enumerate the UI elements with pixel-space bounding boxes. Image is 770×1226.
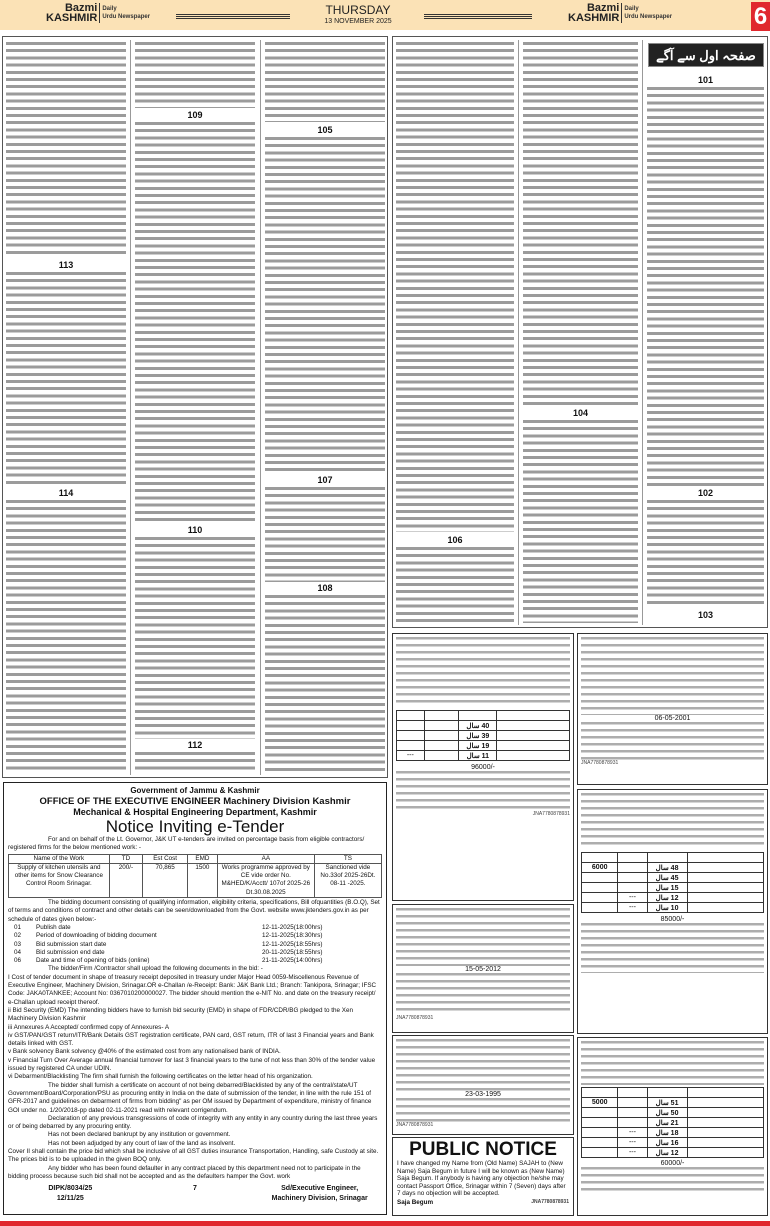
notice-text	[396, 1098, 570, 1122]
brand-urdu: Urdu	[624, 14, 639, 20]
unit: سال	[655, 1109, 669, 1117]
unit: سال	[655, 894, 669, 902]
article-number: 105	[317, 125, 333, 135]
tender-paragraph: Has not been declared bankrupt by any institution or government.	[48, 1131, 231, 1139]
age: 21	[670, 1119, 679, 1127]
article-number: 113	[58, 260, 74, 270]
issue-date: 13 NOVEMBER 2025	[324, 18, 392, 25]
unit: سال	[466, 742, 480, 750]
table-row	[9, 863, 382, 897]
table-row	[582, 1138, 764, 1148]
brand-logo-right	[568, 3, 672, 23]
section-header: صفحہ اول سے آگے	[648, 43, 764, 67]
notice-text	[581, 793, 764, 849]
unit: سال	[466, 752, 480, 760]
schedule-no: 02	[14, 932, 22, 940]
notice-text	[581, 722, 764, 760]
column-rule	[260, 40, 261, 775]
schedule-item: Bid submission start date	[36, 940, 107, 948]
notice-text	[581, 1167, 764, 1195]
article-body-text	[265, 42, 385, 122]
unit: سال	[466, 732, 480, 740]
income: 5000	[582, 1098, 618, 1108]
page-number: 6	[751, 2, 770, 31]
notice-text	[396, 908, 570, 966]
brand-top: Bazmi	[586, 2, 620, 14]
doc-item: I Cost of tender document in shape of treasury receipt deposited in treasury under Major Head 0059-Miscellenous Revenue of Executive Engineer, Machinery Division, Srinagar.OR e-Challan /e-Receipt: Bank: J&K Bank Ltd.; Branch: Tankipora, Srinagar; IFSC Code: JAKA0TANKEE; Account No: 0367010200000027. The bidder should mention the e-NIT No. and date on the treasury receipt/ e-Challan upload receipt thereof.	[8, 973, 377, 1006]
estimated-cost: 70,865	[143, 863, 188, 897]
age: 15	[670, 884, 679, 892]
schedule-item: Bid submission end date	[36, 948, 105, 956]
table-row	[582, 1118, 764, 1128]
public-notice-body: I have changed my Name from (Old Name) SAJAH to (New Name) Saja Begum in future I will be known as (New Name) Saja Begum. If anybody is having any objection he/she may contact Passport Office, Srinagar within 7 (Seven) days after 7 days no objection will be accepted.	[397, 1160, 566, 1198]
brand-daily: Daily	[102, 6, 117, 12]
article-number: 102	[697, 488, 714, 498]
table-row	[397, 741, 570, 751]
unit: سال	[655, 864, 669, 872]
age: 10	[670, 904, 679, 912]
schedule-no: 04	[14, 948, 22, 956]
schedule-value: 12-11-2025(18:30hrs)	[262, 932, 323, 940]
divider	[176, 14, 290, 19]
doc-item: vi Debarment/Blacklisting The firm shall furnish the following certificates on the letter head of his organization.	[8, 1073, 313, 1081]
unit: سال	[655, 904, 669, 912]
brand-daily: Daily	[624, 6, 639, 12]
notice-text	[581, 1041, 764, 1085]
tender-paragraph: Cover II shall contain the price bid which shall be inclusive of all GST duties insurance Transportation, Handling, safe Custody at site. The prices bid is to be uploaded in the given BOQ only.	[8, 1147, 379, 1164]
tender-ref-date: 12/11/25	[56, 1195, 84, 1203]
schedule-row	[8, 957, 382, 965]
column-header: EMD	[188, 854, 218, 863]
table-row	[397, 721, 570, 731]
dash: ---	[397, 751, 425, 761]
schedule-row	[8, 949, 382, 957]
article-body-text	[135, 42, 255, 108]
article-body-text	[523, 420, 638, 623]
age: 12	[670, 1149, 679, 1157]
tender-fee: 200/-	[109, 863, 143, 897]
ad-code: JNA7780878931	[581, 760, 619, 766]
tender-table	[8, 854, 382, 898]
unit: سال	[655, 1129, 669, 1137]
bidding-document-text: The bidding document consisting of qualifying information, eligibility criteria, specifications, Bill ofquantities (B.O.Q), Set of terms and conditions of contract and other details can be seen/downloaded from the Govt. website www.jktenders.gov.in as per schedule of dates given below:-	[8, 899, 380, 923]
age: 18	[670, 1129, 679, 1137]
column-header: Est Cost	[143, 854, 188, 863]
footer-bar	[0, 1221, 770, 1226]
tender-government: Government of Jammu & Kashmir	[130, 786, 260, 795]
family-table	[581, 1087, 764, 1158]
birth-date: 15-05-2012	[465, 966, 501, 973]
schedule-value: 12-11-2025(18:55hrs)	[262, 940, 323, 948]
article-number: 104	[572, 408, 589, 418]
article-body-text	[396, 42, 514, 532]
article-body-text	[6, 500, 126, 772]
brand-bottom: KASHMIR	[568, 12, 620, 24]
unit: سال	[466, 722, 480, 730]
age: 50	[670, 1109, 679, 1117]
column-rule	[642, 40, 643, 625]
unit: سال	[655, 874, 669, 882]
legal-notice-ad	[392, 904, 574, 1033]
divider	[424, 14, 532, 19]
birth-date: 23-03-1995	[465, 1091, 501, 1098]
dash: ---	[618, 1138, 647, 1148]
brand-top: Bazmi	[64, 2, 98, 14]
dash: ---	[618, 893, 647, 903]
ad-code: JNA7780878931	[396, 1122, 434, 1128]
doc-item: v Bank solvency Bank solvency @40% of the estimated cost from any nationalised bank of INDIA.	[8, 1048, 281, 1056]
age: 48	[670, 864, 679, 872]
article-number: 107	[317, 475, 333, 485]
public-notice	[392, 1137, 574, 1216]
table-row	[582, 883, 764, 893]
schedule-no: 06	[14, 957, 22, 965]
table-row	[582, 863, 764, 873]
legal-notice-ad	[392, 1035, 574, 1135]
article-number: 109	[187, 110, 203, 120]
article-number: 112	[187, 740, 203, 750]
amount: 60000/-	[660, 1160, 685, 1167]
brand-newspaper: Newspaper	[118, 14, 151, 20]
public-notice-signature: Saja Begum	[397, 1198, 434, 1206]
tender-department: Mechanical & Hospital Engineering Department, Kashmir	[73, 807, 317, 817]
schedule-row	[8, 924, 382, 932]
signatory-office: Machinery Division, Srinagar	[271, 1195, 368, 1203]
schedule-value: 12-11-2025(18:00hrs)	[262, 923, 323, 931]
tender-title: Notice Inviting e-Tender	[105, 817, 285, 836]
article-number: 110	[187, 525, 203, 535]
tender-notice	[3, 782, 387, 1215]
amount: 96000/-	[471, 764, 495, 771]
tender-paragraph: Any bidder who has been found defaulter in any contract placed by this department need not to participate in the bidding process because such bid shall not be accepted and as the defaulters hamper the Govt. work	[8, 1164, 361, 1180]
age: 40	[481, 722, 490, 730]
notice-text	[581, 637, 764, 715]
table-row	[582, 893, 764, 903]
schedule-item: Date and time of opening of bids (online)	[36, 957, 150, 965]
age: 16	[670, 1139, 679, 1147]
article-body-text	[265, 487, 385, 582]
article-body-text	[265, 595, 385, 772]
schedule-no: 03	[14, 940, 22, 948]
article-body-text	[135, 122, 255, 524]
schedule-value: 20-11-2025(18:55hrs)	[262, 948, 323, 956]
tender-paragraph: The bidder shall furnish a certificate on account of not being debarred/Blacklisted by any of the central/state/UT Government/Board/Corporation/PSU as procuring entity in India on the date of submission of the tender, in line with the rule 151 of GFR-2017 and guidelines on debarment of firms from bidding" as per OM issued by Department of expenditure, ministry of finance GOI under no. 1/20/2018-pp dated 02-11-2021 read with relevant corrigendum.	[8, 1081, 372, 1114]
unit: سال	[655, 1139, 669, 1147]
article-number: 103	[697, 610, 714, 620]
admin-approval: Works programme approved by CE vide order No. M&HED/K/Acctt/ 107of 2025-26 Dt.30.08.2025	[217, 863, 314, 897]
article-number: 114	[58, 488, 74, 498]
article-number: 106	[447, 535, 463, 545]
column-rule	[130, 40, 131, 775]
tender-intro: For and on behalf of the Lt. Governor, J&K UT e-tenders are invited on percentage basis from eligible contractors/ registered firms for the below mentioned work: -	[8, 836, 365, 852]
notice-text	[396, 637, 570, 707]
schedule-item: Publish date	[36, 923, 71, 931]
article-number: 101	[697, 75, 714, 85]
table-row	[397, 751, 570, 761]
legal-notice-ad	[577, 789, 768, 1034]
article-body-text	[135, 752, 255, 772]
notice-text	[396, 973, 570, 1015]
age: 51	[670, 1099, 679, 1107]
table-row	[582, 873, 764, 883]
issue-day: THURSDAY	[325, 3, 391, 17]
family-table	[581, 852, 764, 913]
ad-code: JNA7780878931	[396, 1015, 434, 1021]
ad-code: JNA7780878931	[532, 811, 570, 817]
article-body-text	[6, 42, 126, 258]
schedule-no: 01	[14, 923, 22, 931]
schedule-row	[8, 941, 382, 949]
article-body-text	[647, 500, 764, 608]
birth-date: 06-05-2001	[654, 715, 691, 722]
table-row	[582, 1098, 764, 1108]
column-header: TD	[109, 854, 143, 863]
column-rule	[518, 40, 519, 625]
table-row	[582, 903, 764, 913]
income: 6000	[582, 863, 618, 873]
brand-newspaper: Newspaper	[640, 14, 673, 20]
tender-count: 7	[193, 1185, 197, 1193]
dash: ---	[618, 903, 647, 913]
age: 12	[670, 894, 679, 902]
emd: 1500	[188, 863, 218, 897]
doc-item: iv GST/PAN/GST return/ITR/Bank Details GST registration certificate, PAN card, GST return, ITR of last 3 Financial years and Bank details linked with GST.	[8, 1031, 374, 1048]
article-body-text	[6, 272, 126, 487]
age: 39	[481, 732, 490, 740]
unit: سال	[655, 1099, 669, 1107]
legal-notice-ad	[577, 633, 768, 785]
article-number: 108	[317, 583, 333, 593]
tender-paragraph: Declaration of any previous transgressions of code of integrity with any entity in any country during the last three years or of being debarred by any procuring entity.	[8, 1114, 378, 1131]
technical-sanction: Sanctioned vide No.33of 2025-26Dt. 08-11 -2025.	[314, 863, 381, 897]
dash: ---	[618, 1148, 647, 1158]
brand-logo-left	[46, 3, 150, 23]
notice-text	[581, 923, 764, 973]
schedule-list	[8, 924, 382, 965]
legal-notice-ad	[392, 633, 574, 901]
article-body-text	[523, 42, 638, 406]
doc-item: ii Bid Security (EMD) The intending bidders have to furnish bid security (EMD) in shape of FDR/CDR/BG pledged to the Xen Machinery Division Kashmir	[8, 1006, 353, 1023]
table-row	[397, 731, 570, 741]
ad-code: JNA7780878931	[531, 1198, 569, 1205]
article-body-text	[396, 547, 514, 623]
tender-paragraph: Has not been adjudged by any court of law of the land as insolvent.	[48, 1139, 236, 1147]
doc-item: iii Annexures A Accepted/ confirmed copy of Annexures- A	[8, 1023, 170, 1031]
article-body-text	[265, 137, 385, 474]
column-header: Name of the Work	[9, 854, 110, 863]
unit: سال	[655, 884, 669, 892]
table-row	[582, 1108, 764, 1118]
family-table	[396, 710, 570, 761]
column-header: TS	[314, 854, 381, 863]
brand-bottom: KASHMIR	[46, 12, 98, 24]
schedule-item: Period of downloading of bidding document	[36, 932, 157, 940]
table-row	[582, 1128, 764, 1138]
tender-office: OFFICE OF THE EXECUTIVE ENGINEER Machinery Division Kashmir	[39, 796, 351, 807]
work-name: Supply of kitchen utensils and other items for Snow Clearance Control Room Srinagar.	[9, 863, 110, 897]
article-body-text	[135, 537, 255, 739]
legal-notice-ad	[577, 1037, 768, 1216]
dash: ---	[618, 1128, 647, 1138]
age: 11	[481, 752, 490, 760]
signatory: Sd/Executive Engineer,	[281, 1185, 359, 1193]
tender-ref: DIPK/8034/25	[48, 1185, 93, 1193]
schedule-value: 21-11-2025(14:00hrs)	[262, 957, 323, 965]
age: 45	[670, 874, 679, 882]
notice-text	[396, 771, 570, 811]
unit: سال	[655, 1149, 669, 1157]
age: 19	[481, 742, 490, 750]
public-notice-title: PUBLIC NOTICE	[409, 1139, 557, 1160]
tender-footer	[8, 1184, 382, 1204]
doc-item: v Financial Turn Over Average annual financial turnover for last 3 financial years to the tune of not less than 30% of the tender value issued by registered CA under UDIN.	[8, 1056, 376, 1073]
masthead	[0, 0, 770, 30]
upload-intro: The bidder/Firm /Contractor shall upload the following documents in the bid: -	[48, 965, 263, 973]
amount: 85000/-	[660, 916, 685, 923]
article-body-text	[647, 87, 764, 487]
unit: سال	[655, 1119, 669, 1127]
column-header: AA	[217, 854, 314, 863]
schedule-row	[8, 932, 382, 940]
notice-text	[396, 1039, 570, 1091]
brand-urdu: Urdu	[102, 14, 117, 20]
table-row	[582, 1148, 764, 1158]
